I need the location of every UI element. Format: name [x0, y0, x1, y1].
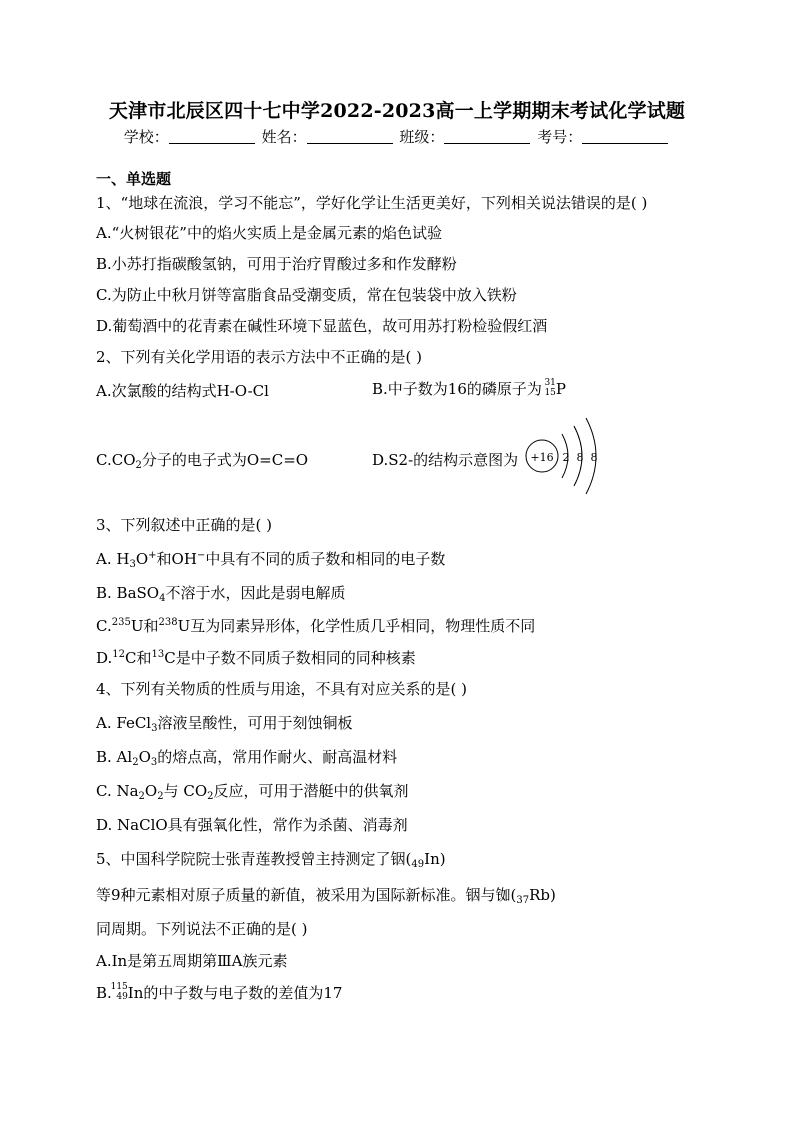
number-field[interactable]	[582, 129, 668, 144]
nucleus-charge: +16	[530, 451, 554, 464]
section-heading: 一、单选题	[96, 170, 172, 188]
q4-option-b: B. $Al_2O_3$的熔点高，常用作耐火、耐高温材料	[96, 748, 398, 768]
q1-option-c: C.为防止中秋月饼等富脂食品受潮变质，常在包装袋中放入铁粉	[96, 286, 517, 304]
q1-option-d: D.葡萄酒中的花青素在碱性环境下显蓝色，故可用苏打粉检验假红酒	[96, 317, 548, 335]
shell-electrons-3: 8	[590, 451, 598, 464]
q1-option-a: A.“火树银花”中的焰火实质上是金属元素的焰色试验	[96, 224, 442, 242]
q4-option-d: D. NaClO具有强氧化性，常作为杀菌、消毒剂	[96, 816, 408, 834]
q3-stem: 3、下列叙述中正确的是( )	[96, 516, 273, 534]
q2-option-b: B.中子数为16的磷原子为 31 15 P	[372, 378, 566, 398]
q2-option-c: $C.CO_2$分子的电子式为O=C=O	[96, 451, 309, 471]
q5-option-a: A.In是第五周期第ⅢA族元素	[96, 952, 288, 970]
q5-stem-line3: 同周期。下列说法不正确的是( )	[96, 920, 308, 938]
class-label: 班级：	[399, 128, 445, 146]
q2-stem: 2、下列有关化学用语的表示方法中不正确的是( )	[96, 348, 423, 366]
q5-option-b: B. 115 49 In的中子数与电子数的差值为17	[96, 982, 343, 1002]
q3-option-c: C.$^{235}$U和$^{238}$U互为同素异形体，化学性质几乎相同，物理性质不同	[96, 617, 536, 635]
q5-stem-line2: 等9种元素相对原子质量的新值，被采用为国际新标准。铟与铷$(_{37}Rb)$	[96, 886, 556, 906]
atom-structure-svg	[522, 414, 612, 498]
q4-option-c: C. $Na_2O_2$与 $CO_2$反应，可用于潜艇中的供氧剂	[96, 782, 409, 802]
isotope-notation: 31 15	[544, 378, 556, 398]
q4-stem: 4、下列有关物质的性质与用途，不具有对应关系的是( )	[96, 680, 468, 698]
q2-option-a: A.次氯酸的结构式H-O-Cl	[96, 382, 269, 400]
q3-option-d: D.$^{12}$C和$^{13}$C是中子数不同质子数相同的同种核素	[96, 649, 416, 667]
page-title: 天津市北辰区四十七中学2022-2023高一上学期期末考试化学试题	[108, 100, 686, 122]
sulfide-ion-diagram	[522, 414, 612, 498]
q3-option-b: B. BaSO$_4$不溶于水，因此是弱电解质	[96, 584, 346, 604]
school-field[interactable]	[169, 129, 255, 144]
school-label: 学校：	[123, 128, 169, 146]
q1-option-b: B.小苏打指碳酸氢钠，可用于治疗胃酸过多和作发酵粉	[96, 255, 457, 273]
q5-stem-line1: 5、中国科学院院士张青莲教授曾主持测定了铟$(_{49}In)$	[96, 850, 446, 870]
q4-option-a: A. FeCl$_3$溶液呈酸性，可用于刻蚀铜板	[96, 714, 353, 734]
shell-electrons-2: 8	[576, 451, 584, 464]
student-info	[0, 126, 794, 147]
name-label: 姓名：	[261, 128, 307, 146]
shell-electrons-1: 2	[562, 451, 570, 464]
q1-stem: 1、“地球在流浪，学习不能忘”，学好化学让生活更美好，下列相关说法错误的是( )	[96, 194, 648, 212]
isotope-notation: 115 49	[110, 982, 128, 1002]
q3-option-a: A. $H_3O^+$和OH−中具有不同的质子数和相同的电子数	[96, 550, 446, 570]
name-field[interactable]	[307, 129, 393, 144]
number-label: 考号：	[537, 128, 583, 146]
q2-option-d: D.S2-的结构示意图为	[372, 451, 519, 469]
class-field[interactable]	[444, 129, 530, 144]
